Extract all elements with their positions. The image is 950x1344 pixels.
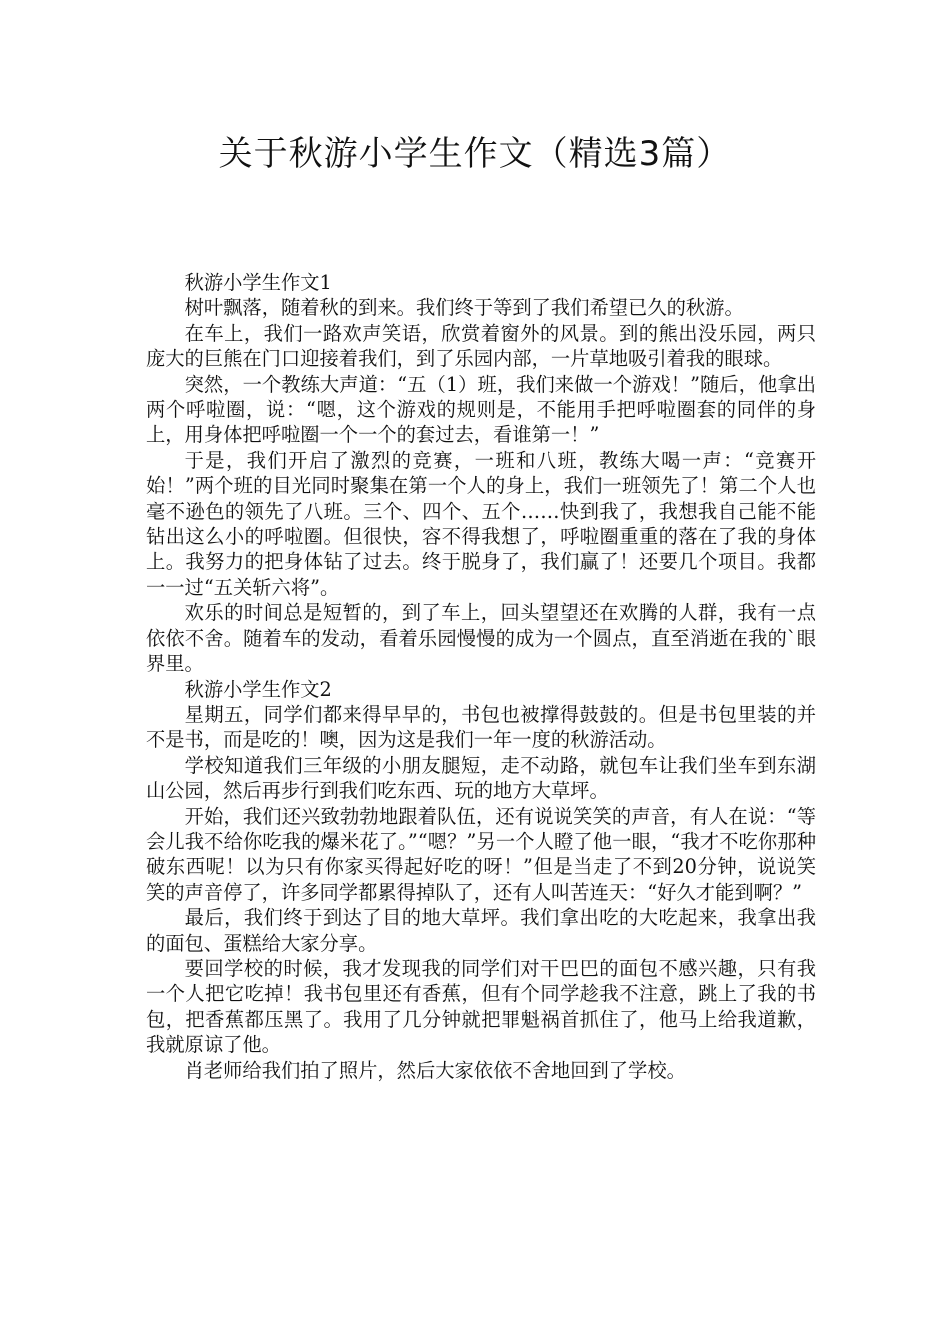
paragraph: 肖老师给我们拍了照片，然后大家依依不舍地回到了学校。: [184, 1058, 686, 1082]
paragraph: 开始，我们还兴致勃勃地跟着队伍，还有说说笑笑的声音，有人在说：“等会儿我不给你吃我的爆米花了。”“嗯？”另一个人瞪了他一眼，“我才不吃你那种破东西呢！以为只有你家买得起好吃的呀！”但是当走了不到20分钟，说说笑笑的声音停了，许多同学都累得掉队了，还有人叫苦连天：“好久才能到啊？”: [146, 804, 816, 904]
section-heading: 秋游小学生作文2: [184, 677, 332, 701]
paragraph: 最后，我们终于到达了目的地大草坪。我们拿出吃的大吃起来，我拿出我的面包、蛋糕给大家分享。: [146, 906, 816, 955]
paragraph: 学校知道我们三年级的小朋友腿短，走不动路，就包车让我们坐车到东湖山公园，然后再步行到我们吃东西、玩的地方大草坪。: [146, 753, 816, 803]
article-body: [146, 270, 816, 1083]
paragraph: 欢乐的时间总是短暂的，到了车上，回头望望还在欢腾的人群，我有一点依依不舍。随着车的发动，看着乐园慢慢的成为一个圆点，直至消逝在我的`眼界里。: [146, 601, 816, 676]
paragraph: 要回学校的时候，我才发现我的同学们对干巴巴的面包不感兴趣，只有我一个人把它吃掉！我书包里还有香蕉，但有个同学趁我不注意，跳上了我的书包，把香蕉都压黑了。我用了几分钟就把罪魁祸首抓住了，他马上给我道歉，我就原谅了他。: [146, 956, 816, 1057]
paragraph: 树叶飘落，随着秋的到来。我们终于等到了我们希望已久的秋游。: [184, 296, 744, 320]
paragraph: 突然，一个教练大声道：“五（1）班，我们来做一个游戏！”随后，他拿出两个呼啦圈，说：“嗯，这个游戏的规则是，不能用手把呼啦圈套的同伴的身上，用身体把呼啦圈一个一个的套过去，看谁第一！”: [146, 372, 816, 447]
page-title: 关于秋游小学生作文（精选3篇）: [218, 134, 732, 174]
paragraph: 于是，我们开启了激烈的竞赛，一班和八班，教练大喝一声：“竞赛开始！”两个班的目光同时聚集在第一个人的身上，我们一班领先了！第二个人也毫不逊色的领先了八班。三个、四个、五个……快到我了，我想我自己能不能钻出这么小的呼啦圈。但很快，容不得我想了，呼啦圈重重的落在了我的身体上。我努力的把身体钻了过去。终于脱身了，我们赢了！还要几个项目。我都一一过“五关斩六将”。: [146, 448, 816, 599]
paragraph: 星期五，同学们都来得早早的，书包也被撑得鼓鼓的。但是书包里装的并不是书，而是吃的！噢，因为这是我们一年一度的秋游活动。: [146, 702, 816, 752]
section-heading: 秋游小学生作文1: [184, 271, 332, 294]
paragraph: 在车上，我们一路欢声笑语，欣赏着窗外的风景。到的熊出没乐园，两只庞大的巨熊在门口迎接着我们，到了乐园内部，一片草地吸引着我的眼球。: [146, 321, 816, 371]
